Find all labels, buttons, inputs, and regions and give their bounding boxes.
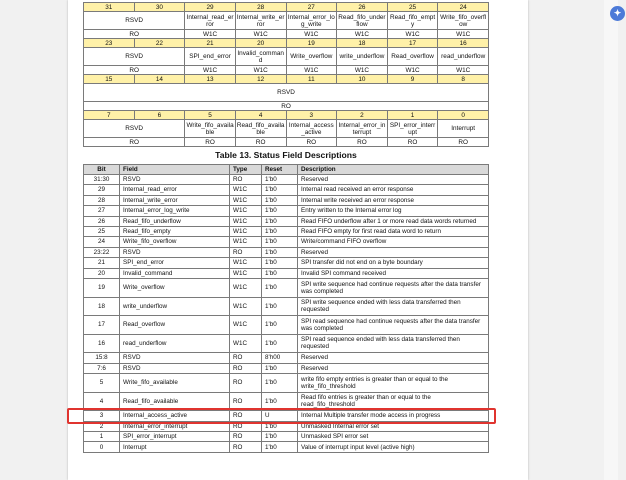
table-header-row — [84, 165, 489, 175]
bit-number-cell: 3 — [286, 111, 337, 120]
reset-cell: 1'b0 — [262, 175, 298, 185]
register-bits-row — [84, 111, 489, 120]
reset-cell: 1'b0 — [262, 392, 298, 411]
bit-number-cell: 26 — [337, 3, 388, 12]
table-row — [84, 334, 489, 353]
header-reset: Reset — [262, 165, 298, 175]
description-cell: Value of interrupt input level (active high) — [298, 442, 489, 452]
description-cell: write fifo empty entries is greater than or equal to the write_fifo_threshold — [298, 374, 489, 393]
field-name-cell: RSVD — [84, 12, 185, 30]
type-cell: W1C — [230, 216, 262, 226]
table-row — [84, 432, 489, 442]
bit-cell: 27 — [84, 206, 120, 216]
access-type-cell: RO — [84, 138, 185, 147]
access-type-cell: RO — [438, 138, 489, 147]
bit-number-cell: 31 — [84, 3, 135, 12]
field-cell: SPI_error_interrupt — [120, 432, 230, 442]
table-row — [84, 316, 489, 335]
bit-cell: 3 — [84, 411, 120, 421]
table-row — [84, 247, 489, 257]
bit-cell: 20 — [84, 268, 120, 278]
field-cell: Internal_read_error — [120, 185, 230, 195]
reset-cell: 1'b0 — [262, 206, 298, 216]
register-field-row — [84, 84, 489, 102]
reset-cell: 1'b0 — [262, 216, 298, 226]
type-cell: W1C — [230, 226, 262, 236]
field-cell: write_underflow — [120, 297, 230, 316]
bit-number-cell: 27 — [286, 3, 337, 12]
reset-cell: 1'b0 — [262, 297, 298, 316]
field-name-cell: SPI_error_interrupt — [387, 120, 438, 138]
table-caption: Table 13. Status Field Descriptions — [215, 150, 357, 160]
bit-number-cell: 1 — [387, 111, 438, 120]
field-cell: RSVD — [120, 353, 230, 363]
bit-number-cell: 8 — [438, 75, 489, 84]
table-row — [84, 195, 489, 205]
bit-cell: 7:6 — [84, 363, 120, 373]
type-cell: W1C — [230, 185, 262, 195]
bit-cell: 31:30 — [84, 175, 120, 185]
access-type-cell: RO — [185, 138, 236, 147]
reset-cell: 1'b0 — [262, 268, 298, 278]
bit-cell: 16 — [84, 334, 120, 353]
description-cell: SPI read sequence had continue requests after the data transfer was completed — [298, 316, 489, 335]
type-cell: RO — [230, 374, 262, 393]
bit-number-cell: 10 — [337, 75, 388, 84]
reset-cell: 1'b0 — [262, 316, 298, 335]
access-type-cell: W1C — [235, 66, 286, 75]
reset-cell: 8'h00 — [262, 353, 298, 363]
bit-number-cell: 2 — [337, 111, 388, 120]
table-row — [84, 442, 489, 452]
bit-number-cell: 30 — [134, 3, 185, 12]
field-name-cell: Internal_error_log_write — [287, 13, 335, 28]
register-field-row — [84, 12, 489, 30]
description-cell: Internal read received an error response — [298, 185, 489, 195]
type-cell: RO — [230, 421, 262, 431]
register-bits-row — [84, 75, 489, 84]
field-name-cell: Internal_read_error — [186, 13, 234, 28]
field-cell: SPI_end_error — [120, 258, 230, 268]
access-type-cell: RO — [235, 138, 286, 147]
bit-cell: 23:22 — [84, 247, 120, 257]
field-name-cell: write_underflow — [337, 48, 388, 66]
bit-number-cell: 19 — [286, 39, 337, 48]
field-cell: RSVD — [120, 247, 230, 257]
access-type-cell: W1C — [337, 30, 388, 39]
bit-number-cell: 7 — [84, 111, 135, 120]
scrollbar[interactable] — [604, 0, 618, 480]
field-cell: Interrupt — [120, 442, 230, 452]
access-type-cell: W1C — [185, 30, 236, 39]
access-type-cell: W1C — [387, 30, 438, 39]
field-name-cell: Write_fifo_overflow — [438, 12, 489, 30]
access-type-cell: RO — [84, 66, 185, 75]
field-name-cell: Interrupt — [438, 120, 489, 138]
sparkle-icon[interactable]: ✦ — [610, 6, 625, 21]
field-cell: Read_fifo_underflow — [120, 216, 230, 226]
reset-cell: 1'b0 — [262, 226, 298, 236]
description-cell: Internal Multiple transfer mode access in progress — [298, 411, 489, 421]
reset-cell: 1'b0 — [262, 258, 298, 268]
reset-cell: 1'b0 — [262, 334, 298, 353]
field-name-cell: Invalid_command — [235, 48, 286, 66]
description-cell: SPI read sequence ended with less data transferred then requested — [298, 334, 489, 353]
register-field-row — [84, 120, 489, 138]
field-name-cell: Internal_access_active — [286, 120, 337, 138]
highlight-box — [67, 408, 496, 424]
header-field: Field — [120, 165, 230, 175]
bit-number-cell: 4 — [235, 111, 286, 120]
type-cell: RO — [230, 432, 262, 442]
bit-cell: 18 — [84, 297, 120, 316]
header-bit: Bit — [84, 165, 120, 175]
type-cell: RO — [230, 247, 262, 257]
table-row — [84, 216, 489, 226]
field-cell: read_underflow — [120, 334, 230, 353]
reset-cell: 1'b0 — [262, 195, 298, 205]
field-name-cell: Write_overflow — [286, 48, 337, 66]
field-cell: Internal_error_interrupt — [120, 421, 230, 431]
field-cell: Read_overflow — [120, 316, 230, 335]
access-type-cell: W1C — [387, 66, 438, 75]
field-cell: Read_fifo_empty — [120, 226, 230, 236]
table-row — [84, 258, 489, 268]
reset-cell: 1'b0 — [262, 363, 298, 373]
register-access-row — [84, 30, 489, 39]
table-row — [84, 175, 489, 185]
bit-cell: 28 — [84, 195, 120, 205]
bit-cell: 29 — [84, 185, 120, 195]
access-type-cell: RO — [387, 138, 438, 147]
bit-number-cell: 23 — [84, 39, 135, 48]
register-field-row — [84, 48, 489, 66]
table-row — [84, 268, 489, 278]
register-access-row — [84, 66, 489, 75]
bit-cell: 0 — [84, 442, 120, 452]
reset-cell: 1'b0 — [262, 442, 298, 452]
bit-cell: 5 — [84, 374, 120, 393]
reset-cell: 1'b0 — [262, 432, 298, 442]
access-type-cell: W1C — [235, 30, 286, 39]
bit-cell: 17 — [84, 316, 120, 335]
field-cell: RSVD — [120, 363, 230, 373]
description-cell: Read FIFO underflow after 1 or more read data words returned — [298, 216, 489, 226]
table-row — [84, 363, 489, 373]
table-row — [84, 237, 489, 247]
bit-number-cell: 11 — [286, 75, 337, 84]
description-cell: Unmasked SPI error set — [298, 432, 489, 442]
description-cell: Entry written to the Internal error log — [298, 206, 489, 216]
field-name-cell: Internal_write_error — [236, 13, 285, 28]
header-description: Description — [298, 165, 489, 175]
field-cell: Invalid_command — [120, 268, 230, 278]
access-type-cell: RO — [84, 30, 185, 39]
field-name-cell: Read_overflow — [387, 48, 438, 66]
bit-cell: 25 — [84, 226, 120, 236]
register-bits-row — [84, 3, 489, 12]
description-cell: Read fifo entries is greater than or equal to the read_fifo_threshold — [298, 392, 489, 411]
field-name-cell: Read_fifo_available — [236, 121, 285, 136]
bit-cell: 4 — [84, 392, 120, 411]
header-type: Type — [230, 165, 262, 175]
bit-cell: 15:8 — [84, 353, 120, 363]
bit-number-cell: 21 — [185, 39, 236, 48]
bit-cell: 1 — [84, 432, 120, 442]
bit-number-cell: 9 — [387, 75, 438, 84]
table-row — [84, 297, 489, 316]
bit-number-cell: 29 — [185, 3, 236, 12]
bit-number-cell: 22 — [134, 39, 185, 48]
table-row — [84, 206, 489, 216]
description-cell: SPI transfer did not end on a byte boundary — [298, 258, 489, 268]
register-map-table — [83, 2, 489, 147]
type-cell: W1C — [230, 297, 262, 316]
type-cell: W1C — [230, 268, 262, 278]
bit-number-cell: 18 — [337, 39, 388, 48]
field-name-cell: Write_fifo_available — [186, 121, 234, 136]
field-cell: Read_fifo_available — [120, 392, 230, 411]
bit-number-cell: 24 — [438, 3, 489, 12]
access-type-cell: W1C — [337, 66, 388, 75]
table-row — [84, 278, 489, 297]
field-name-cell: Read_fifo_underflow — [338, 13, 386, 28]
reset-cell: 1'b0 — [262, 185, 298, 195]
field-name-cell: Internal_error_interrupt — [338, 121, 386, 136]
bit-number-cell: 13 — [185, 75, 236, 84]
bit-number-cell: 17 — [387, 39, 438, 48]
bit-cell: 2 — [84, 421, 120, 431]
register-access-row — [84, 138, 489, 147]
type-cell: RO — [230, 411, 262, 421]
bit-number-cell: 14 — [134, 75, 185, 84]
type-cell: RO — [230, 363, 262, 373]
description-cell: SPI write sequence had continue requests after the data transfer was completed — [298, 278, 489, 297]
table-row — [84, 226, 489, 236]
bit-number-cell: 16 — [438, 39, 489, 48]
bit-cell: 19 — [84, 278, 120, 297]
type-cell: RO — [230, 392, 262, 411]
type-cell: W1C — [230, 316, 262, 335]
field-name-cell: RSVD — [84, 120, 185, 138]
reset-cell: U — [262, 411, 298, 421]
reset-cell: 1'b0 — [262, 374, 298, 393]
type-cell: W1C — [230, 258, 262, 268]
bit-number-cell: 12 — [235, 75, 286, 84]
field-cell: RSVD — [120, 175, 230, 185]
description-cell: Invalid SPI command received — [298, 268, 489, 278]
access-type-cell: RO — [84, 102, 489, 111]
type-cell: RO — [230, 175, 262, 185]
bit-number-cell: 6 — [134, 111, 185, 120]
field-cell: Write_overflow — [120, 278, 230, 297]
access-type-cell: W1C — [185, 66, 236, 75]
field-name-cell: Read_fifo_empty — [387, 12, 438, 30]
register-access-row — [84, 102, 489, 111]
type-cell: W1C — [230, 195, 262, 205]
description-cell: Reserved — [298, 363, 489, 373]
field-name-cell: read_underflow — [438, 48, 489, 66]
field-cell: Internal_access_active — [120, 411, 230, 421]
field-cell: Write_fifo_available — [120, 374, 230, 393]
reset-cell: 1'b0 — [262, 247, 298, 257]
access-type-cell: W1C — [286, 66, 337, 75]
description-cell: Internal write received an error response — [298, 195, 489, 205]
access-type-cell: RO — [286, 138, 337, 147]
type-cell: W1C — [230, 334, 262, 353]
type-cell: W1C — [230, 206, 262, 216]
description-cell: Write/command FIFO overflow — [298, 237, 489, 247]
type-cell: W1C — [230, 237, 262, 247]
description-cell: Read FIFO empty for first read data word to return — [298, 226, 489, 236]
table-row — [84, 353, 489, 363]
access-type-cell: W1C — [438, 30, 489, 39]
field-cell: Write_fifo_overflow — [120, 237, 230, 247]
bit-cell: 21 — [84, 258, 120, 268]
table-row — [84, 185, 489, 195]
type-cell: W1C — [230, 278, 262, 297]
access-type-cell: W1C — [286, 30, 337, 39]
bit-number-cell: 5 — [185, 111, 236, 120]
access-type-cell: W1C — [438, 66, 489, 75]
bit-cell: 26 — [84, 216, 120, 226]
field-name-cell: RSVD — [84, 48, 185, 66]
table-row — [84, 374, 489, 393]
description-cell: SPI write sequence ended with less data transferred then requested — [298, 297, 489, 316]
bit-number-cell: 0 — [438, 111, 489, 120]
field-name-cell: RSVD — [84, 84, 489, 102]
field-cell: Internal_write_error — [120, 195, 230, 205]
description-cell: Unmasked Internal error set — [298, 421, 489, 431]
field-name-cell: SPI_end_error — [185, 48, 236, 66]
description-cell: Reserved — [298, 175, 489, 185]
type-cell: RO — [230, 442, 262, 452]
bit-number-cell: 25 — [387, 3, 438, 12]
bit-cell: 24 — [84, 237, 120, 247]
bit-number-cell: 28 — [235, 3, 286, 12]
register-bits-row — [84, 39, 489, 48]
description-cell: Reserved — [298, 247, 489, 257]
bit-number-cell: 15 — [84, 75, 135, 84]
reset-cell: 1'b0 — [262, 237, 298, 247]
type-cell: RO — [230, 353, 262, 363]
description-cell: Reserved — [298, 353, 489, 363]
field-cell: Internal_error_log_write — [120, 206, 230, 216]
reset-cell: 1'b0 — [262, 278, 298, 297]
bit-number-cell: 20 — [235, 39, 286, 48]
reset-cell: 1'b0 — [262, 421, 298, 431]
access-type-cell: RO — [337, 138, 388, 147]
